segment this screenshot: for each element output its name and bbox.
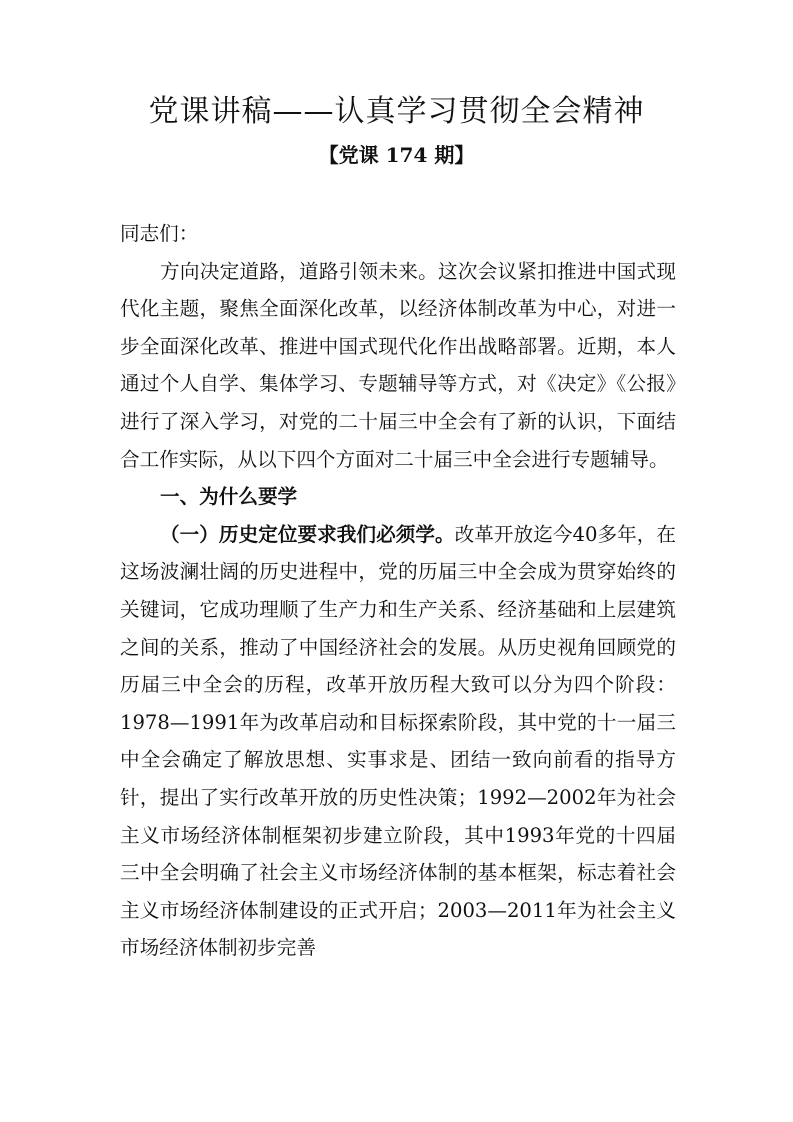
subsection-lead: （一）历史定位要求我们必须学。 xyxy=(160,522,455,546)
issue-label: 【党课 174 期】 xyxy=(318,143,475,167)
document-title: 党课讲稿——认真学习贯彻全会精神 xyxy=(148,94,645,129)
salutation: 同志们： xyxy=(120,222,199,245)
document-body xyxy=(120,215,676,967)
section-heading: 一、为什么要学 xyxy=(160,485,298,509)
intro-paragraph: 方向决定道路，道路引领未来。这次会议紧扣推进中国式现代化主题，聚焦全面深化改革，以经济体制改革为中心，对进一步全面深化改革、推进中国式现代化作出战略部署。近期，本人通过个人自学、集体学习、专题辅导等方式，对《决定》《公报》进行了深入学习，对党的二十届三中全会有了新的认识，下面结合工作实际，从以下四个方面对二十届三中全会进行专题辅导。 xyxy=(120,259,676,471)
subsection-paragraph xyxy=(120,516,676,967)
subsection-text: 改革开放迄今40多年，在这场波澜壮阔的历史进程中，党的历届三中全会成为贯穿始终的关键词，它成功理顺了生产力和生产关系、经济基础和上层建筑之间的关系，推动了中国经济社会的发展。从历史视角回顾党的历届三中全会的历程，改革开放历程大致可以分为四个阶段：1978—1991年为改革启动和目标探索阶段，其中党的十一届三中全会确定了解放思想、实事求是、团结一致向前看的指导方针，提出了实行改革开放的历史性决策；1992—2002年为社会主义市场经济体制框架初步建立阶段，其中1993年党的十四届三中全会明确了社会主义市场经济体制的基本框架，标志着社会主义市场经济体制建设的正式开启；2003—2011年为社会主义市场经济体制初步完善 xyxy=(120,522,676,960)
